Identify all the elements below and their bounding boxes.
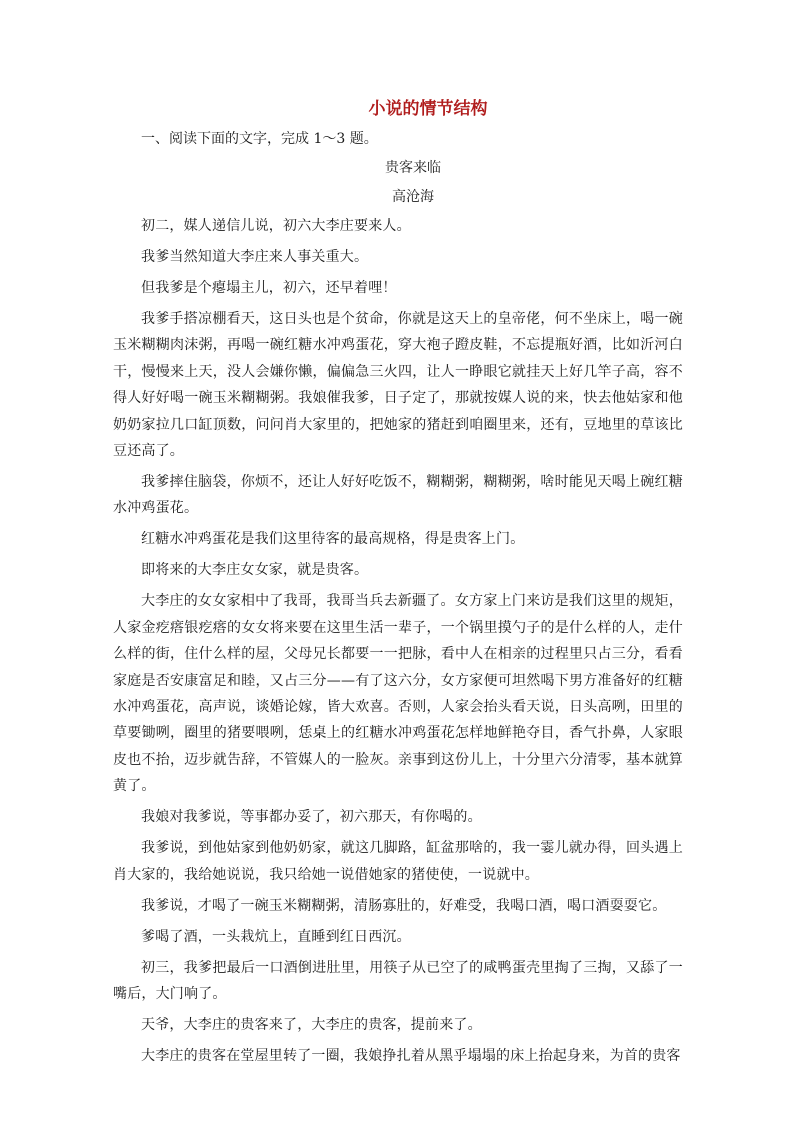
document-title: 小说的情节结构 [368,99,488,119]
story-title: 贵客来临 [385,160,441,176]
paragraph: 我爹说，到他姑家到他奶奶家，就这几脚路，缸盆那啥的，我一霎儿就办得，回头遇上肖大家的，我给她说说，我只给她一说借她家的猪使使，一说就中。 [113,840,683,883]
paragraph: 我爹说，才喝了一碗玉米糊糊粥，清肠寡肚的，好难受，我喝口酒，喝口酒耍耍它。 [141,897,667,914]
paragraph: 即将来的大李庄女女家，就是贵客。 [141,562,369,579]
paragraph: 我娘对我爹说，等事都办妥了，初六那天，有你喝的。 [141,809,482,826]
paragraph: 初二，媒人递信儿说，初六大李庄要来人。 [141,218,411,234]
paragraph: 但我爹是个瘪塌主儿，初六，还早着哩！ [141,280,397,296]
story-body [113,213,683,1070]
paragraph: 大李庄的贵客在堂屋里转了一圈，我娘挣扎着从黑乎塌塌的床上抬起身来，为首的贵客 [141,1048,681,1065]
paragraph: 我爹手搭凉棚看天，这日头也是个贫命，你就是这天上的皇帝佬，何不坐床上，喝一碗玉米糊糊肉沫粥，再喝一碗红糖水冲鸡蛋花，穿大袍子蹬皮鞋，不忘提瓶好酒，比如沂河白干，慢慢来上天，没人会嫌你懒，偏偏急三火四，让人一睁眼它就挂天上好几竿子高，容不得人好好喝一碗玉米糊糊粥。我娘催我爹，日子定了，那就按媒人说的来，快去他姑家和他奶奶家拉几口缸顶数，问问肖大家里的，把她家的猪赶到咱圈里来，还有，豆地里的草该比豆还高了。 [113,311,683,460]
story-author: 高沧海 [392,189,434,205]
paragraph: 初三，我爹把最后一口酒倒进肚里，用筷子从已空了的咸鸭蛋壳里掏了三掏，又舔了一嘴后，大门响了。 [113,959,683,1003]
paragraph: 爹喝了酒，一头栽炕上，直睡到红日西沉。 [141,928,411,945]
paragraph: 我爹当然知道大李庄来人事关重大。 [141,249,369,265]
paragraph: 大李庄的女女家相中了我哥，我哥当兵去新疆了。女方家上门来访是我们这里的规矩，人家金疙瘩银疙瘩的女女将来要在这里生活一辈子，一个锅里摸勺子的是什么样的人，走什么样的街，住什么样的屋，父母兄长都要一一把脉，看中人在相亲的过程里只占三分，看看家庭是否安康富足和睦，又占三分——有了这六分，女方家便可坦然喝下男方准备好的红糖水冲鸡蛋花，高声说，谈婚论嫁，皆大欢喜。否则，人家会抬头看天说，日头高咧，田里的草要锄咧，圈里的猪要喂咧，恁桌上的红糖水冲鸡蛋花怎样地鲜艳夺目，香气扑鼻，人家眼皮也不抬，迈步就告辞，不管媒人的一脸灰。亲事到这份儿上，十分里六分清零，基本就算黄了。 [113,593,683,795]
question-instruction: 一、阅读下面的文字，完成 1～3 题。 [141,131,378,147]
paragraph: 我爹摔住脑袋，你烦不，还让人好好吃饭不，糊糊粥，糊糊粥，啥时能见天喝上碗红糖水冲鸡蛋花。 [113,474,683,517]
paragraph: 天爷，大李庄的贵客来了，大李庄的贵客，提前来了。 [141,1017,482,1034]
paragraph: 红糖水冲鸡蛋花是我们这里待客的最高规格，得是贵客上门。 [141,531,525,548]
document-page [113,96,683,1074]
